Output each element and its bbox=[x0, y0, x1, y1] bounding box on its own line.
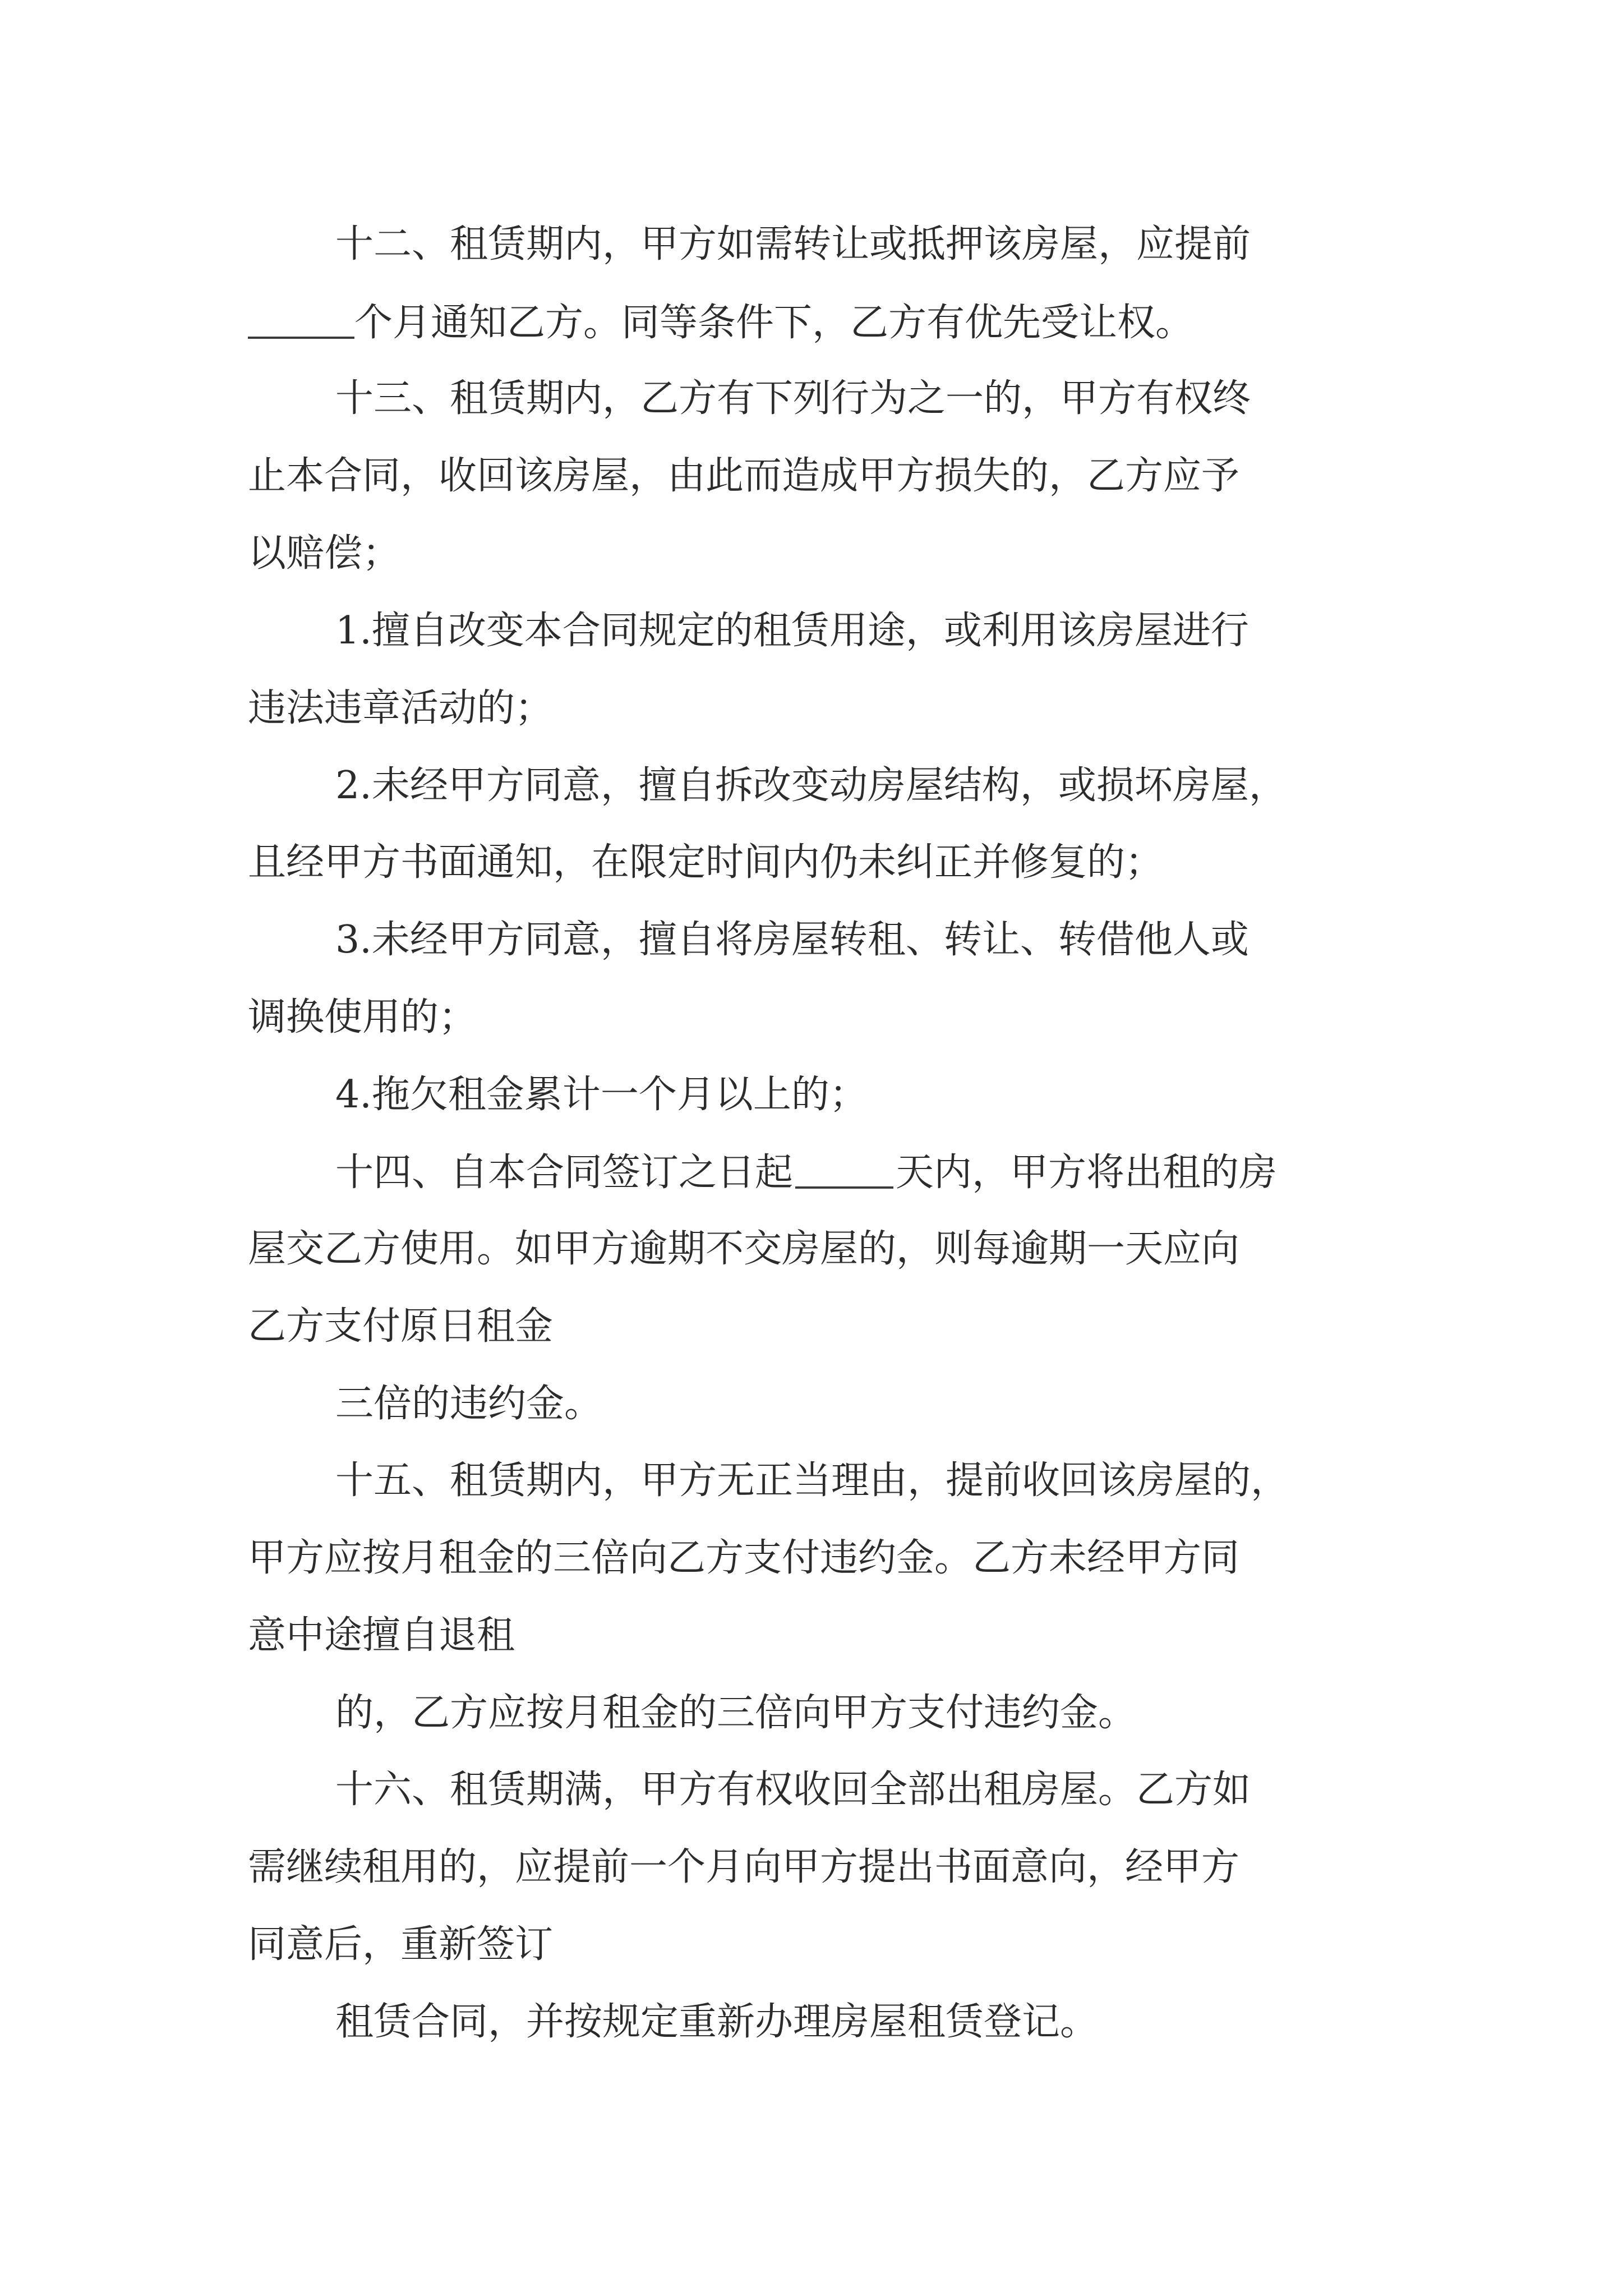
text-line: 需继续租用的，应提前一个月向甲方提出书面意向，经甲方 bbox=[248, 1845, 1240, 1889]
text-line: 十三、租赁期内，乙方有下列行为之一的，甲方有权终 bbox=[335, 376, 1251, 421]
text-line: 意中途擅自退租 bbox=[248, 1613, 515, 1658]
text-line: 4.拖欠租金累计一个月以上的； bbox=[335, 1073, 868, 1117]
text-segment: 个月通知乙方。同等条件下，乙方有优先受让权。 bbox=[354, 301, 1194, 345]
text-line: 违法违章活动的； bbox=[248, 686, 554, 730]
text-line: 2.未经甲方同意，擅自拆改变动房屋结构，或损坏房屋， bbox=[335, 763, 1287, 808]
text-line: 十六、租赁期满，甲方有权收回全部出租房屋。乙方如 bbox=[335, 1768, 1251, 1812]
text-line: 1.擅自改变本合同规定的租赁用途，或利用该房屋进行 bbox=[335, 609, 1249, 653]
text-line: 十五、租赁期内，甲方无正当理由，提前收回该房屋的， bbox=[335, 1458, 1289, 1503]
text-line: 3.未经甲方同意，擅自将房屋转租、转让、转借他人或 bbox=[335, 918, 1249, 962]
text-line: 的，乙方应按月租金的三倍向甲方支付违约金。 bbox=[335, 1691, 1137, 1735]
text-segment: 天内，甲方将出租的房 bbox=[896, 1151, 1278, 1195]
text-line: 甲方应按月租金的三倍向乙方支付违约金。乙方未经甲方同 bbox=[248, 1536, 1240, 1580]
text-line bbox=[248, 301, 1194, 345]
text-line: 屋交乙方使用。如甲方逾期不交房屋的，则每逾期一天应向 bbox=[248, 1227, 1240, 1271]
text-line: 以赔偿； bbox=[248, 531, 401, 576]
text-line: 乙方支付原日租金 bbox=[248, 1304, 554, 1349]
text-line: 调换使用的； bbox=[248, 995, 477, 1039]
text-line: 十二、租赁期内，甲方如需转让或抵押该房屋，应提前 bbox=[335, 222, 1251, 266]
text-line bbox=[335, 1151, 1278, 1195]
text-line: 止本合同，收回该房屋，由此而造成甲方损失的，乙方应予 bbox=[248, 454, 1240, 498]
text-line: 租赁合同，并按规定重新办理房屋租赁登记。 bbox=[335, 2000, 1099, 2044]
fill-in-blank bbox=[248, 303, 354, 339]
fill-in-blank bbox=[795, 1153, 893, 1189]
text-line: 同意后，重新签订 bbox=[248, 1922, 554, 1967]
text-line: 且经甲方书面通知，在限定时间内仍未纠正并修复的； bbox=[248, 840, 1164, 885]
text-line: 三倍的违约金。 bbox=[335, 1382, 603, 1426]
text-segment: 十四、自本合同签订之日起 bbox=[335, 1151, 794, 1195]
